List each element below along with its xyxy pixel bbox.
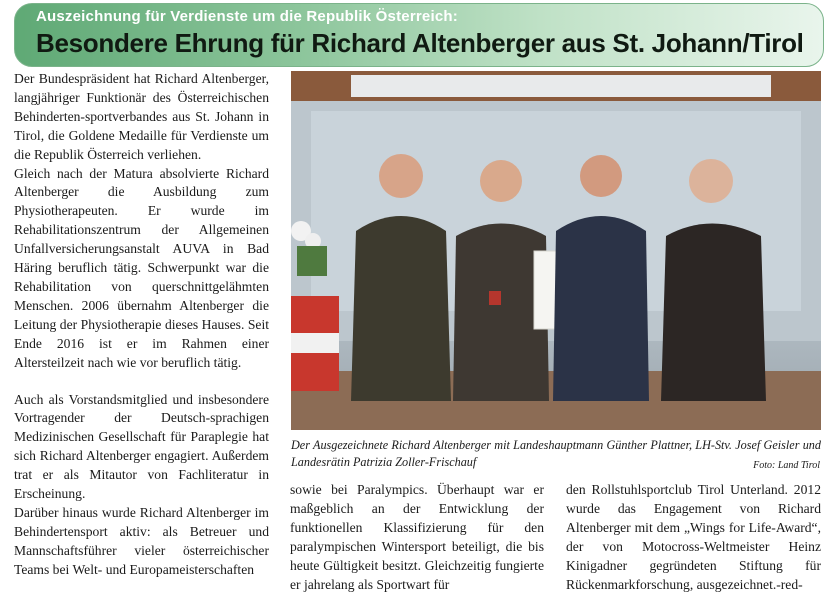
paragraph-4: Darüber hinaus wurde Richard Altenberger im Behindertensport aktiv: als Betreuer und Mannschaftsführer vieler österreichischer Teams bei Welt- und Europameisterschaften [14, 504, 269, 577]
paragraph-5: sowie bei Paralympics. Überhaupt war er maßgeblich an der Entwicklung der funktionellen Klassifizierung für den paralympischen Wintersport beteiligt, die bis heute Gültigkeit besitzt. Gleichzeitig fungierte er jahrelang als Sportwart für [290, 482, 544, 592]
page-title: Besondere Ehrung für Richard Altenberger aus St. Johann/Tirol [36, 28, 804, 58]
award-photo [291, 71, 821, 430]
paragraph-3: Auch als Vorstandsmitglied und insbesondere Vortragender der Deutsch-sprachigen Medizinischen Gesellschaft für Paraplegie hat sich Richard Altenberger engagiert. Außerdem trat er als Mitautor von Fachliteratur in Erscheinung. [14, 391, 269, 502]
article-column-2 [290, 481, 544, 594]
award-ceremony-illustration [291, 71, 821, 430]
paragraph-2: Gleich nach der Matura absolvierte Richard Altenberger die Ausbildung zum Physiotherapeuten. Er wurde im Rehabilitationszentrum der Allgemeinen Unfallversicherungsanstalt AUVA in Bad Häring beruflich tätig. Schwerpunkt war die Rehabilitation von querschnittgelähmten Menschen. 2006 übernahm Altenberger die Leitung der Physiotherapie dieses Hauses. Seit Ende 2016 ist er im Rahmen einer Altersteilzeit nach wie vor beruflich tätig. [14, 165, 269, 370]
photo-credit: Foto: Land Tirol [753, 460, 820, 471]
kicker-line: Auszeichnung für Verdienste um die Republik Österreich: [36, 8, 458, 25]
article-column-3 [566, 481, 821, 594]
article-column-1 [14, 70, 269, 580]
paragraph-1: Der Bundespräsident hat Richard Altenberger, langjähriger Funktionär des Österreichischen Behinderten-sportverbandes aus St. Johann in Tirol, die Goldene Medaille für Verdienste um die Republik Österreich verliehen. [14, 71, 269, 162]
paragraph-6: den Rollstuhlsportclub Tirol Unterland. 2012 wurde das Engagement von Richard Altenberger mit dem „Wings for Life-Award“, der von Motocross-Weltmeister Heinz Kinigadner gegründeten Stiftung für Rückenmarkforschung, ausgezeichnet.-red- [566, 482, 821, 592]
photo-caption: Der Ausgezeichnete Richard Altenberger mit Landeshauptmann Günther Plattner, LH-Stv. Josef Geisler und Landesrätin Patrizia Zoller-Frischauf [291, 438, 821, 469]
